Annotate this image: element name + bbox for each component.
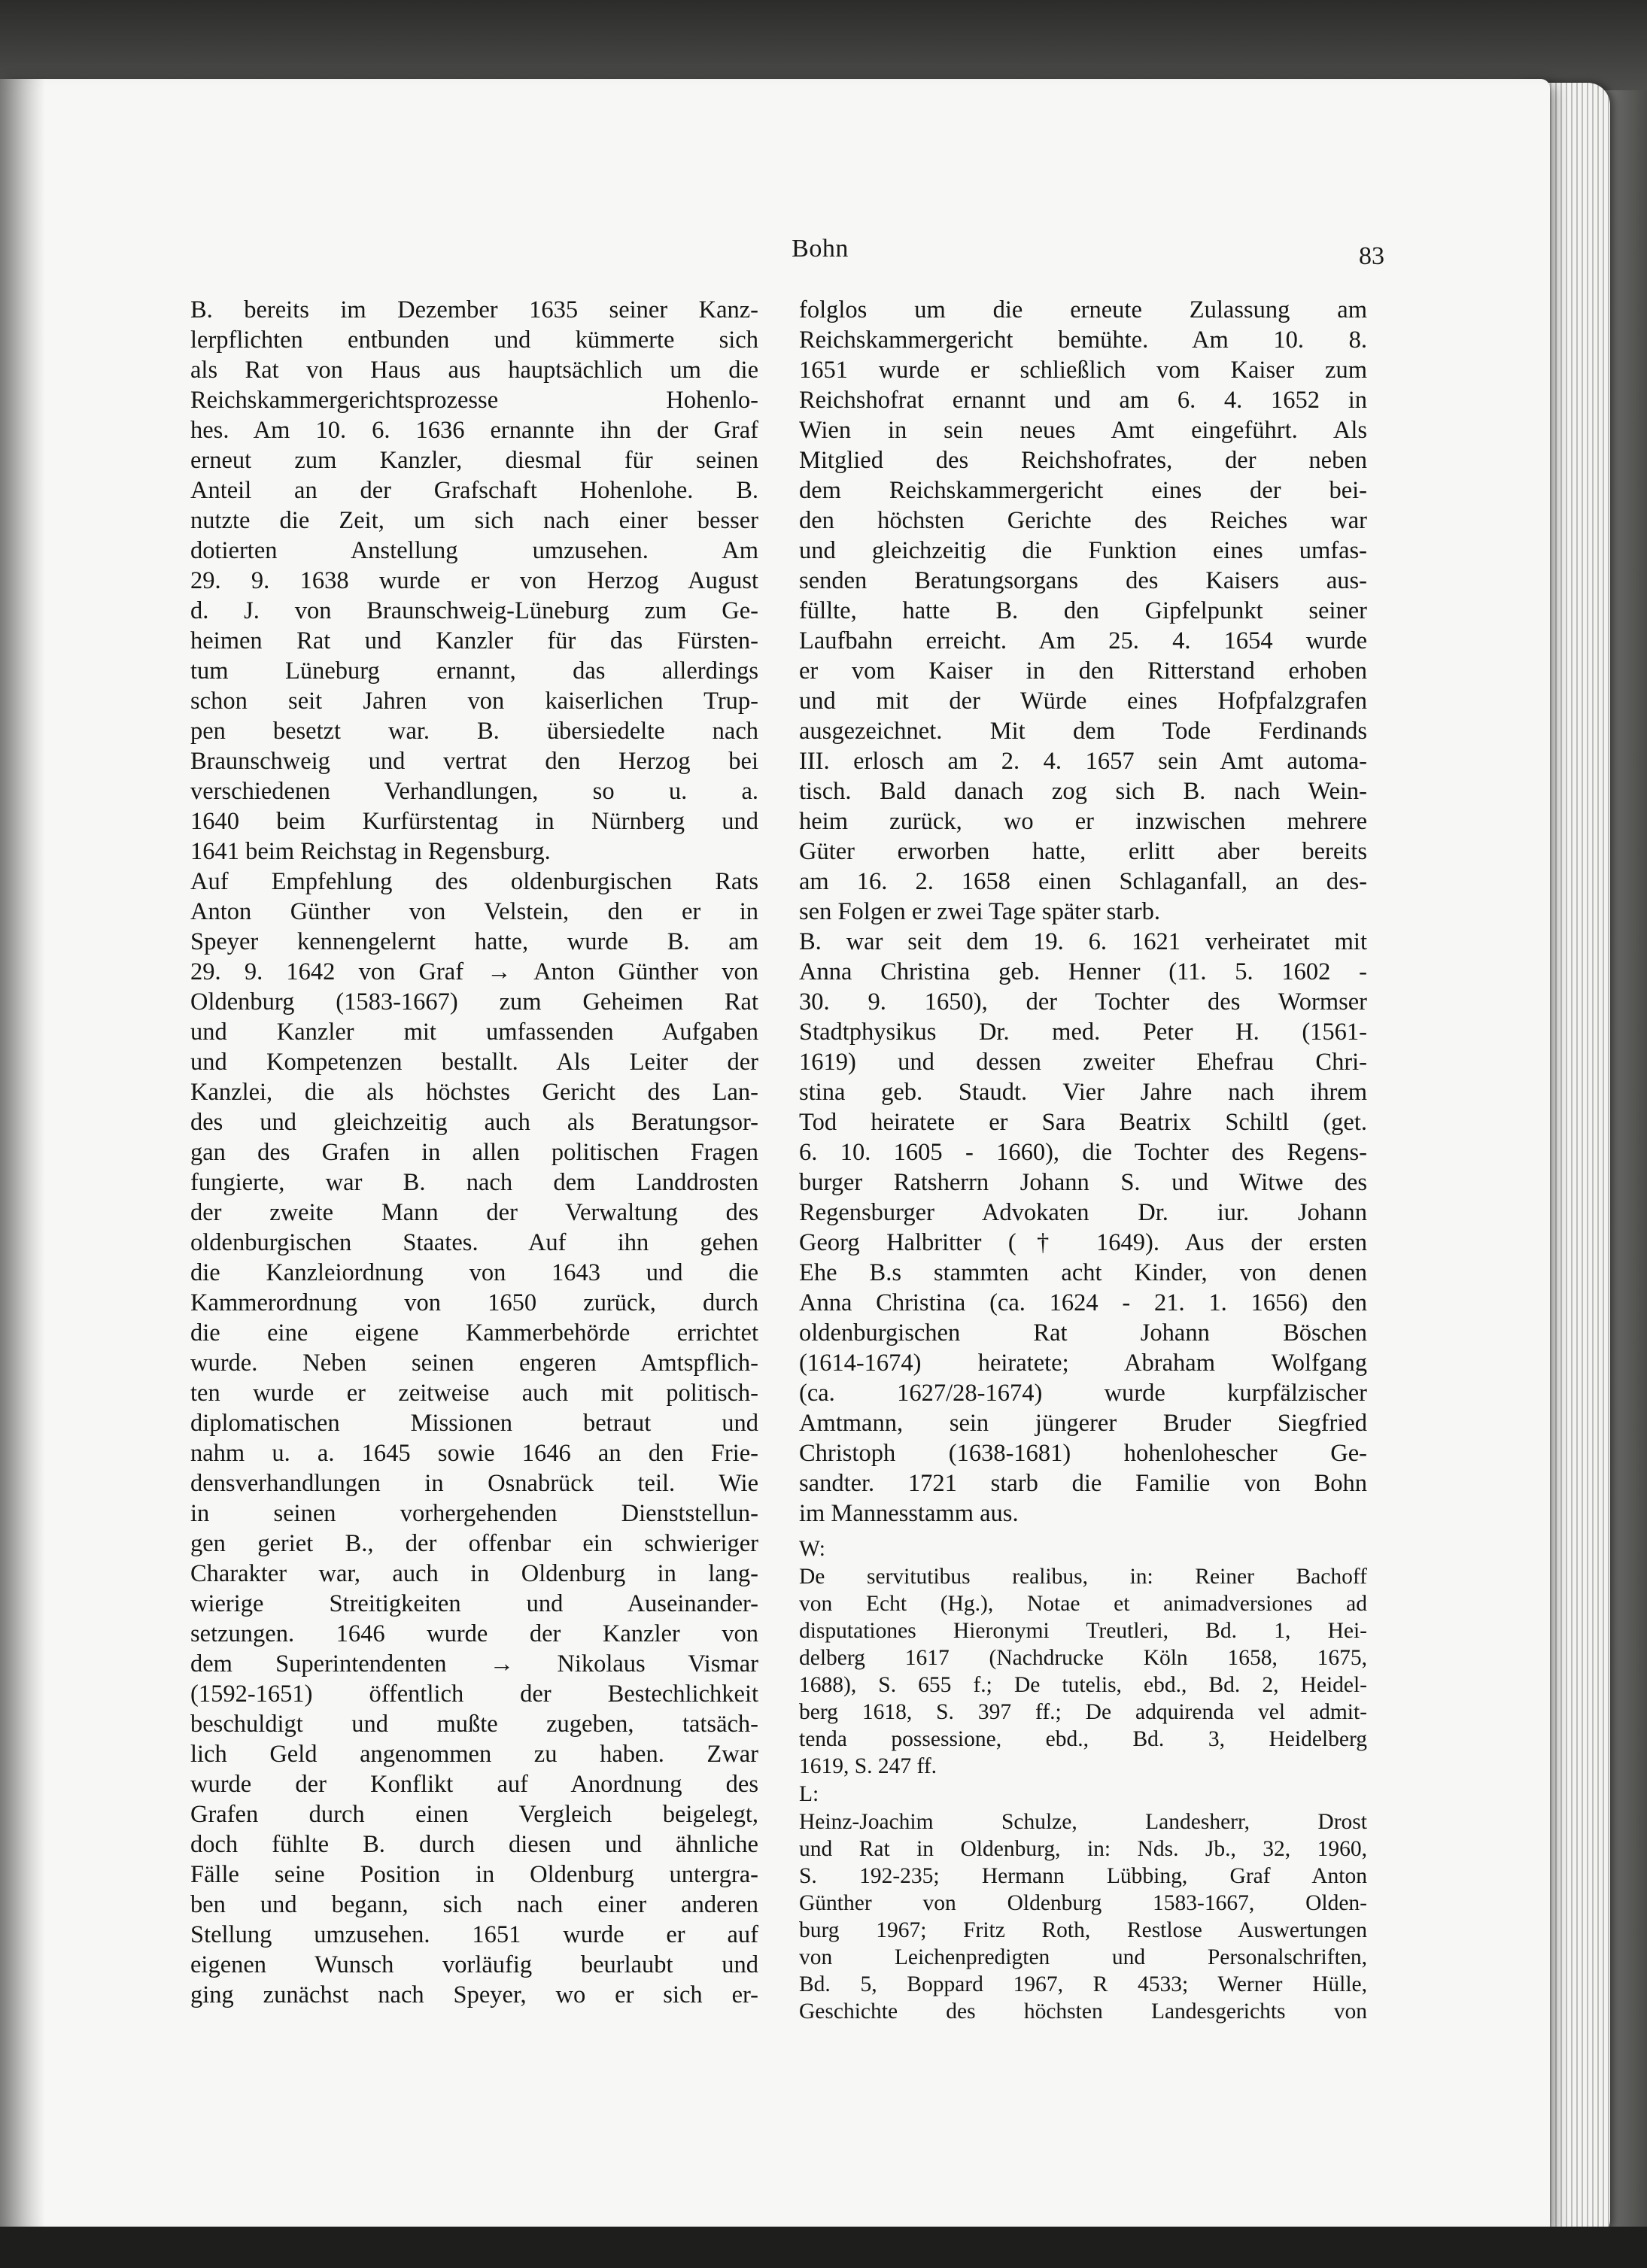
right-column-body xyxy=(799,295,1367,1529)
section-gap xyxy=(799,1529,1367,1535)
book-cover-edge xyxy=(0,0,1647,90)
text-line: von Leichenpredigten und Personalschriften, xyxy=(799,1945,1367,1969)
text-line: (ca. 1627/28-1674) wurde kurpfälzischer xyxy=(799,1380,1367,1407)
text-line: Tod heiratete er Sara Beatrix Schiltl (get. xyxy=(799,1109,1367,1136)
text-line: Anna Christina geb. Henner (11. 5. 1602 - xyxy=(799,958,1367,985)
text-line: schon seit Jahren von kaiserlichen Trup- xyxy=(190,688,758,715)
text-line: delberg 1617 (Nachdrucke Köln 1658, 1675, xyxy=(799,1646,1367,1670)
text-line: folglos um die erneute Zulassung am xyxy=(799,296,1367,323)
text-line: Günther von Oldenburg 1583-1667, Olden- xyxy=(799,1891,1367,1915)
text-line: ten wurde er zeitweise auch mit politisch- xyxy=(190,1380,758,1407)
right-column xyxy=(799,295,1367,2025)
text-line: lich Geld angenommen zu haben. Zwar xyxy=(190,1741,758,1768)
text-line: d. J. von Braunschweig-Lüneburg zum Ge- xyxy=(190,597,758,624)
text-line: berg 1618, S. 397 ff.; De adquirenda vel admit- xyxy=(799,1700,1367,1724)
text-line: er vom Kaiser in den Ritterstand erhoben xyxy=(799,657,1367,685)
text-line: gan des Grafen in allen politischen Fragen xyxy=(190,1139,758,1166)
text-line: die Kanzleiordnung von 1643 und die xyxy=(190,1259,758,1286)
literature-label: L: xyxy=(799,1782,819,1806)
text-line: ben und begann, sich nach einer anderen xyxy=(190,1891,758,1918)
text-line: 1619, S. 247 ff. xyxy=(799,1754,937,1778)
text-line: oldenburgischen Staates. Auf ihn gehen xyxy=(190,1229,758,1256)
text-line: III. erlosch am 2. 4. 1657 sein Amt automa- xyxy=(799,748,1367,775)
text-line: füllte, hatte B. den Gipfelpunkt seiner xyxy=(799,597,1367,624)
text-line: die eine eigene Kammerbehörde errichtet xyxy=(190,1319,758,1347)
text-line: Heinz-Joachim Schulze, Landesherr, Drost xyxy=(799,1810,1367,1834)
text-line: beschuldigt und mußte zugeben, tatsäch- xyxy=(190,1711,758,1738)
text-line: und gleichzeitig die Funktion eines umfas- xyxy=(799,537,1367,564)
text-line: diplomatischen Missionen betraut und xyxy=(190,1410,758,1437)
text-line: heim zurück, wo er inzwischen mehrere xyxy=(799,808,1367,835)
text-line: den höchsten Gerichte des Reiches war xyxy=(799,507,1367,534)
gutter-shadow xyxy=(0,79,45,2230)
text-line: von Echt (Hg.), Notae et animadversiones ad xyxy=(799,1592,1367,1616)
text-line: Ehe B.s stammten acht Kinder, von denen xyxy=(799,1259,1367,1286)
text-line: wurde der Konflikt auf Anordnung des xyxy=(190,1771,758,1798)
text-line: Reichshofrat ernannt und am 6. 4. 1652 in xyxy=(799,387,1367,414)
text-line: Amtmann, sein jüngerer Bruder Siegfried xyxy=(799,1410,1367,1437)
text-line: fungierte, war B. nach dem Landdrosten xyxy=(190,1169,758,1196)
text-line: Kammerordnung von 1650 zurück, durch xyxy=(190,1289,758,1316)
text-line: sen Folgen er zwei Tage später starb. xyxy=(799,898,1160,925)
text-line: lerpflichten entbunden und kümmerte sich xyxy=(190,326,758,354)
literature-list xyxy=(799,1808,1367,2025)
text-line: densverhandlungen in Osnabrück teil. Wie xyxy=(190,1470,758,1497)
left-column xyxy=(190,295,758,2010)
text-line: in seinen vorhergehenden Dienststellun- xyxy=(190,1500,758,1527)
text-line: doch fühlte B. durch diesen und ähnliche xyxy=(190,1831,758,1858)
text-line: Speyer kennengelernt hatte, wurde B. am xyxy=(190,928,758,955)
works-label: W: xyxy=(799,1537,825,1561)
text-line: Regensburger Advokaten Dr. iur. Johann xyxy=(799,1199,1367,1226)
text-line: De servitutibus realibus, in: Reiner Bachoff xyxy=(799,1565,1367,1589)
text-line: der zweite Mann der Verwaltung des xyxy=(190,1199,758,1226)
text-line: B. bereits im Dezember 1635 seiner Kanz- xyxy=(190,296,758,323)
text-line: 1640 beim Kurfürstentag in Nürnberg und xyxy=(190,808,758,835)
text-line: eigenen Wunsch vorläufig beurlaubt und xyxy=(190,1951,758,1978)
text-line: Kanzlei, die als höchstes Gericht des Lan- xyxy=(190,1079,758,1106)
text-line: als Rat von Haus aus hauptsächlich um die xyxy=(190,357,758,384)
text-line: und Kanzler mit umfassenden Aufgaben xyxy=(190,1019,758,1046)
text-line: gen geriet B., der offenbar ein schwieriger xyxy=(190,1530,758,1557)
text-line: im Mannesstamm aus. xyxy=(799,1500,1019,1527)
text-line: dem Superintendenten → Nikolaus Vismar xyxy=(190,1650,758,1677)
text-line: ausgezeichnet. Mit dem Tode Ferdinands xyxy=(799,718,1367,745)
text-line: und Kompetenzen bestallt. Als Leiter der xyxy=(190,1049,758,1076)
text-line: heimen Rat und Kanzler für das Fürsten- xyxy=(190,627,758,654)
text-line: Reichskammergericht bemühte. Am 10. 8. xyxy=(799,326,1367,354)
text-line: verschiedenen Verhandlungen, so u. a. xyxy=(190,778,758,805)
text-line: Güter erworben hatte, erlitt aber bereits xyxy=(799,838,1367,865)
text-line: Grafen durch einen Vergleich beigelegt, xyxy=(190,1801,758,1828)
text-line: Geschichte des höchsten Landesgerichts von xyxy=(799,1999,1367,2024)
text-line: Stellung umzusehen. 1651 wurde er auf xyxy=(190,1921,758,1948)
text-line: Stadtphysikus Dr. med. Peter H. (1561- xyxy=(799,1019,1367,1046)
text-line: am 16. 2. 1658 einen Schlaganfall, an des- xyxy=(799,868,1367,895)
text-line: 29. 9. 1638 wurde er von Herzog August xyxy=(190,567,758,594)
text-line: 29. 9. 1642 von Graf → Anton Günther von xyxy=(190,958,758,985)
text-line: tenda possessione, ebd., Bd. 3, Heidelberg xyxy=(799,1727,1367,1751)
text-line: 1641 beim Reichstag in Regensburg. xyxy=(190,838,551,865)
text-line: Mitglied des Reichshofrates, der neben xyxy=(799,447,1367,474)
text-line: 30. 9. 1650), der Tochter des Wormser xyxy=(799,988,1367,1016)
text-line: Bd. 5, Boppard 1967, R 4533; Werner Hülle, xyxy=(799,1972,1367,1996)
text-line: 1619) und dessen zweiter Ehefrau Chri- xyxy=(799,1049,1367,1076)
text-line: hes. Am 10. 6. 1636 ernannte ihn der Graf xyxy=(190,417,758,444)
text-line: Anna Christina (ca. 1624 - 21. 1. 1656) den xyxy=(799,1289,1367,1316)
text-line: nutzte die Zeit, um sich nach einer besser xyxy=(190,507,758,534)
text-line: Georg Halbritter († 1649). Aus der ersten xyxy=(799,1229,1367,1256)
text-line: nahm u. a. 1645 sowie 1646 an den Frie- xyxy=(190,1440,758,1467)
text-line: tum Lüneburg ernannt, das allerdings xyxy=(190,657,758,685)
text-line: setzungen. 1646 wurde der Kanzler von xyxy=(190,1620,758,1647)
text-line: (1614-1674) heiratete; Abraham Wolfgang xyxy=(799,1350,1367,1377)
text-line: B. war seit dem 19. 6. 1621 verheiratet mit xyxy=(799,928,1367,955)
text-line: burg 1967; Fritz Roth, Restlose Auswertungen xyxy=(799,1918,1367,1942)
literature-section xyxy=(799,1780,1367,2025)
works-list xyxy=(799,1563,1367,1780)
text-line: 6. 10. 1605 - 1660), die Tochter des Regens- xyxy=(799,1139,1367,1166)
text-line: Braunschweig und vertrat den Herzog bei xyxy=(190,748,758,775)
text-line: senden Beratungsorgans des Kaisers aus- xyxy=(799,567,1367,594)
text-line: und mit der Würde eines Hofpfalzgrafen xyxy=(799,688,1367,715)
text-line: und Rat in Oldenburg, in: Nds. Jb., 32, 1960, xyxy=(799,1837,1367,1861)
text-line: sandter. 1721 starb die Familie von Bohn xyxy=(799,1470,1367,1497)
text-line: Oldenburg (1583-1667) zum Geheimen Rat xyxy=(190,988,758,1016)
text-line: Wien in sein neues Amt eingeführt. Als xyxy=(799,417,1367,444)
scanner-bed xyxy=(0,2227,1647,2268)
text-line: tisch. Bald danach zog sich B. nach Wein- xyxy=(799,778,1367,805)
text-line: erneut zum Kanzler, diesmal für seinen xyxy=(190,447,758,474)
text-line: Reichskammergerichtsprozesse Hohenlo- xyxy=(190,387,758,414)
page-number: 83 xyxy=(1359,242,1384,270)
text-line: 1651 wurde er schließlich vom Kaiser zum xyxy=(799,357,1367,384)
text-line: Anteil an der Grafschaft Hohenlohe. B. xyxy=(190,477,758,504)
text-line: 1688), S. 655 f.; De tutelis, ebd., Bd. 2, Heidel- xyxy=(799,1673,1367,1697)
works-section xyxy=(799,1535,1367,1780)
text-line: oldenburgischen Rat Johann Böschen xyxy=(799,1319,1367,1347)
text-line: pen besetzt war. B. übersiedelte nach xyxy=(190,718,758,745)
text-line: burger Ratsherrn Johann S. und Witwe des xyxy=(799,1169,1367,1196)
text-line: dotierten Anstellung umzusehen. Am xyxy=(190,537,758,564)
text-line: wurde. Neben seinen engeren Amtspflich- xyxy=(190,1350,758,1377)
text-line: des und gleichzeitig auch als Beratungsor- xyxy=(190,1109,758,1136)
text-line: Charakter war, auch in Oldenburg in lang- xyxy=(190,1560,758,1587)
text-line: Christoph (1638-1681) hohenlohescher Ge- xyxy=(799,1440,1367,1467)
text-line: (1592-1651) öffentlich der Bestechlichkeit xyxy=(190,1681,758,1708)
text-line: dem Reichskammergericht eines der bei- xyxy=(799,477,1367,504)
text-line: S. 192-235; Hermann Lübbing, Graf Anton xyxy=(799,1864,1367,1888)
text-line: disputationes Hieronymi Treutleri, Bd. 1, Hei- xyxy=(799,1619,1367,1643)
text-line: Anton Günther von Velstein, den er in xyxy=(190,898,758,925)
text-line: ging zunächst nach Speyer, wo er sich er- xyxy=(190,1981,758,2008)
running-title: Bohn xyxy=(792,235,849,263)
text-line: Auf Empfehlung des oldenburgischen Rats xyxy=(190,868,758,895)
text-line: Fälle seine Position in Oldenburg untergra- xyxy=(190,1861,758,1888)
text-line: Laufbahn erreicht. Am 25. 4. 1654 wurde xyxy=(799,627,1367,654)
text-line: wierige Streitigkeiten und Auseinander- xyxy=(190,1590,758,1617)
text-line: stina geb. Staudt. Vier Jahre nach ihrem xyxy=(799,1079,1367,1106)
